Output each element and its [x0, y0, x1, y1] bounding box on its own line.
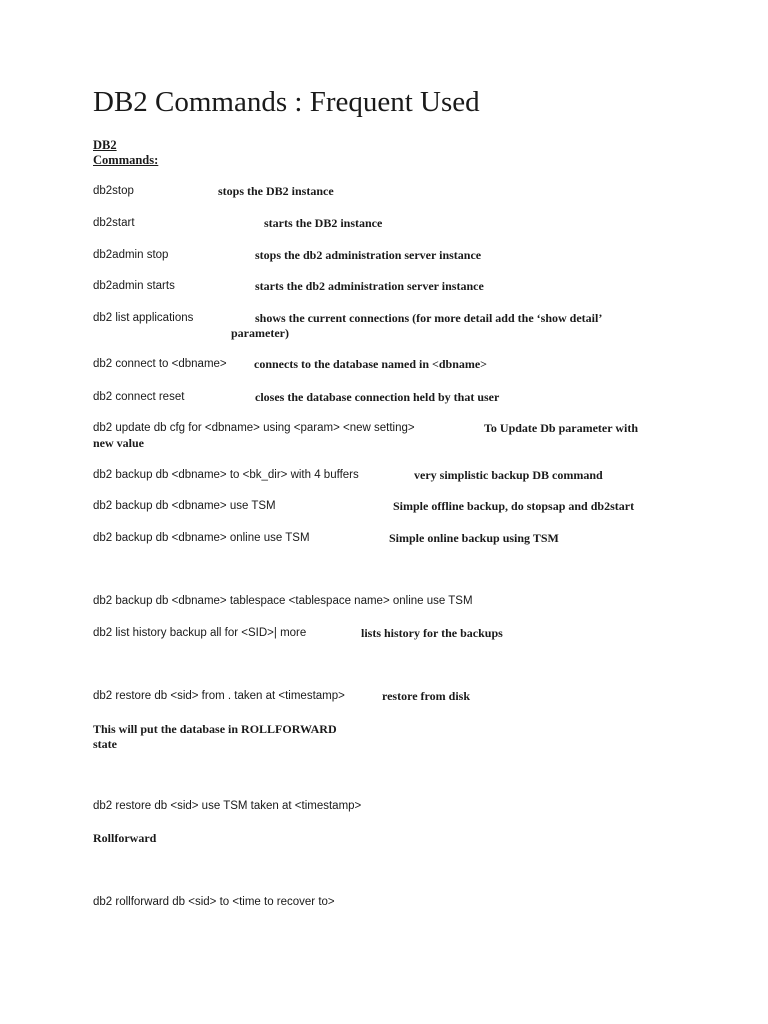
- restore-note: [93, 722, 337, 752]
- rollforward-heading: Rollforward: [93, 831, 157, 845]
- command-description-continued: new value: [93, 436, 144, 450]
- command-description-continued: parameter): [231, 326, 289, 340]
- section-heading-line2: Commands:: [93, 153, 159, 167]
- command-description: very simplistic backup DB command: [414, 468, 603, 482]
- command-text: db2 list applications: [93, 312, 194, 324]
- command-description: restore from disk: [382, 689, 470, 703]
- command-text: db2start: [93, 217, 135, 229]
- command-description: shows the current connections (for more detail add the ‘show detail’: [255, 311, 603, 325]
- command-description: lists history for the backups: [361, 626, 503, 640]
- command-text: db2 rollforward db <sid> to <time to recover to>: [93, 896, 335, 908]
- command-text: db2 connect to <dbname>: [93, 358, 227, 370]
- command-text: db2 backup db <dbname> use TSM: [93, 500, 276, 512]
- command-text: db2 update db cfg for <dbname> using <param> <new setting>: [93, 422, 415, 434]
- command-text: db2 connect reset: [93, 391, 185, 403]
- command-text: db2 list history backup all for <SID>| more: [93, 627, 307, 639]
- restore-note-line2: state: [93, 737, 117, 751]
- command-description: stops the DB2 instance: [218, 184, 334, 198]
- command-text: db2 backup db <dbname> to <bk_dir> with 4 buffers: [93, 469, 359, 481]
- command-description: connects to the database named in <dbname>: [254, 357, 488, 371]
- command-text: db2admin starts: [93, 280, 175, 292]
- command-description: closes the database connection held by that user: [255, 390, 500, 404]
- page-title: DB2 Commands : Frequent Used: [93, 86, 480, 118]
- command-description: stops the db2 administration server instance: [255, 248, 482, 262]
- command-text: db2 backup db <dbname> tablespace <tablespace name> online use TSM: [93, 595, 473, 607]
- command-description: Simple online backup using TSM: [389, 531, 559, 545]
- command-description: starts the DB2 instance: [264, 216, 383, 230]
- section-heading-line1: DB2: [93, 138, 117, 152]
- command-description: Simple offline backup, do stopsap and db2start: [393, 499, 635, 513]
- command-description: starts the db2 administration server instance: [255, 279, 484, 293]
- command-text: db2stop: [93, 185, 134, 197]
- restore-note-line1: This will put the database in ROLLFORWARD: [93, 722, 337, 736]
- section-heading: [93, 138, 158, 168]
- command-text: db2 restore db <sid> use TSM taken at <timestamp>: [93, 800, 362, 812]
- command-description: To Update Db parameter with: [484, 421, 639, 435]
- command-text: db2admin stop: [93, 249, 169, 261]
- command-text: db2 backup db <dbname> online use TSM: [93, 532, 310, 544]
- command-text: db2 restore db <sid> from . taken at <timestamp>: [93, 690, 345, 702]
